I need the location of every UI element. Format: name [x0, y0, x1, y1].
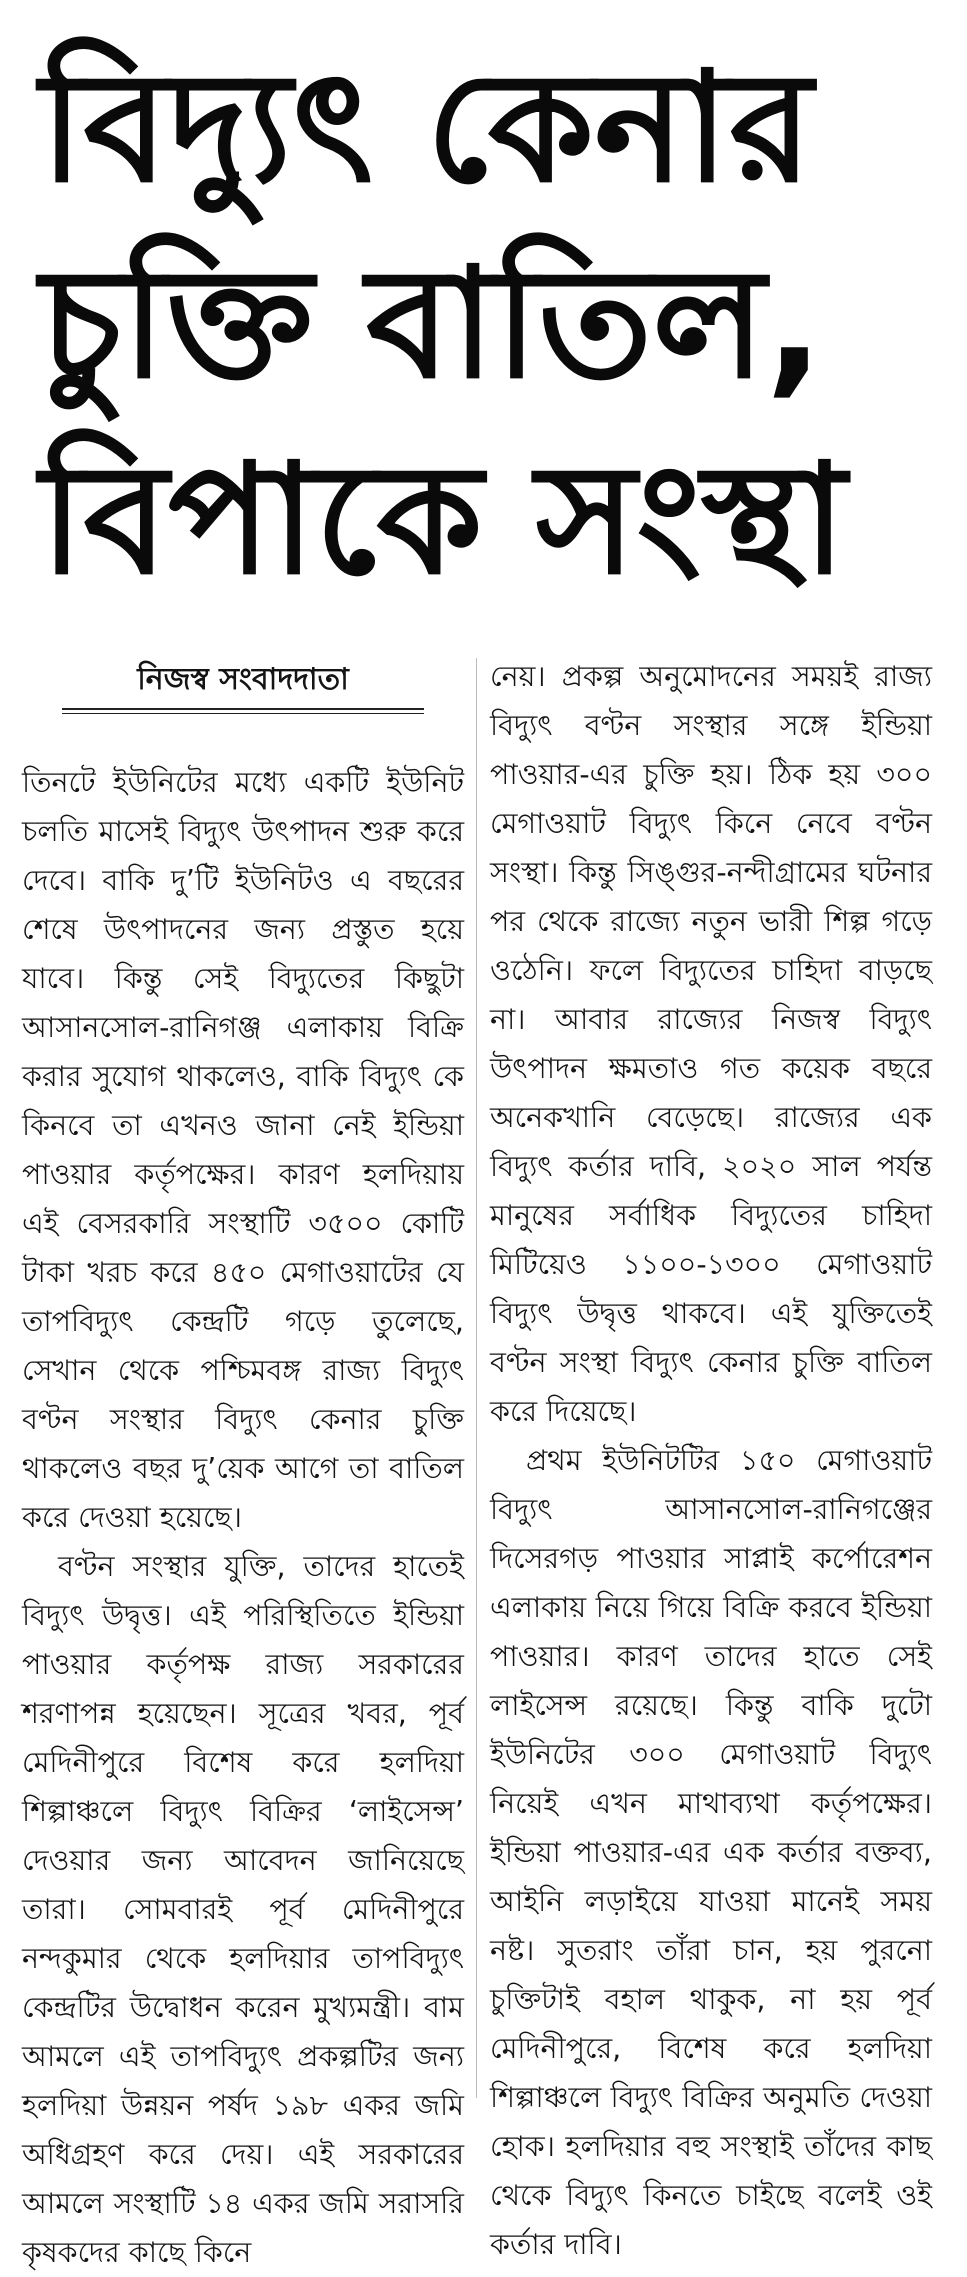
left-paragraph-1: তিনটে ইউনিটের মধ্যে একটি ইউনিট চলতি মাসেই বিদ্যুৎ উৎপাদন শুরু করে দেবে। বাকি দু’টি ইউনিটও এ বছরের শেষে উৎপাদনের জন্য প্রস্তুত হয়ে যাবে। কিন্তু সেই বিদ্যুতের কিছুটা আসানসোল-রানিগঞ্জ এলাকায় বিক্রি করার সুযোগ থাকলেও, বাকি বিদ্যুৎ কে কিনবে তা এখনও জানা নেই ইন্ডিয়া পাওয়ার কর্তৃপক্ষের। কারণ হলদিয়ায় এই বেসরকারি সংস্থাটি ৩৫০০ কোটি টাকা খরচ করে ৪৫০ মেগাওয়াটের যে তাপবিদ্যুৎ কেন্দ্রটি গড়ে তুলেছে, সেখান থেকে পশ্চিমবঙ্গ রাজ্য বিদ্যুৎ বণ্টন সংস্থার বিদ্যুৎ কেনার চুক্তি থাকলেও বছর দু’য়েক আগে তা বাতিল করে দেওয়া হয়েছে। — [22, 766, 464, 1534]
headline-line-1: বিদ্যুৎ কেনার — [40, 39, 813, 216]
article-body — [22, 652, 954, 2269]
right-paragraph-2: প্রথম ইউনিটটির ১৫০ মেগাওয়াট বিদ্যুৎ আসানসোল-রানিগঞ্জের দিসেরগড় পাওয়ার সাপ্লাই কর্পোরেশন এলাকায় নিয়ে গিয়ে বিক্রি করবে ইন্ডিয়া পাওয়ার। কারণ তাদের হাতে সেই লাইসেন্স রয়েছে। কিন্তু বাকি দুটো ইউনিটের ৩০০ মেগাওয়াট বিদ্যুৎ নিয়েই এখন মাথাব্যথা কর্তৃপক্ষের। ইন্ডিয়া পাওয়ার-এর এক কর্তার বক্তব্য, আইনি লড়াইয়ে যাওয়া মানেই সময় নষ্ট। সুতরাং তাঁরা চান, হয় পুরনো চুক্তিটাই বহাল থাকুক, না হয় পূর্ব মেদিনীপুরে, বিশেষ করে হলদিয়া শিল্পাঞ্চলে বিদ্যুৎ বিক্রির অনুমতি দেওয়া হোক। হলদিয়ার বহু সংস্থাই তাঁদের কাছ থেকে বিদ্যুৎ কিনতে চাইছে বলেই ওই কর্তার দাবি। — [490, 1444, 932, 2261]
headline — [40, 30, 920, 618]
left-paragraph-2: বণ্টন সংস্থার যুক্তি, তাদের হাতেই বিদ্যুৎ উদ্বৃত্ত। এই পরিস্থিতিতে ইন্ডিয়া পাওয়ার কর্তৃপক্ষ রাজ্য সরকারের শরণাপন্ন হয়েছেন। সূত্রের খবর, পূর্ব মেদিনীপুরে বিশেষ করে হলদিয়া শিল্পাঞ্চলে বিদ্যুৎ বিক্রির ‘লাইসেন্স’ দেওয়ার জন্য আবেদন জানিয়েছে তারা। সোমবারই পূর্ব মেদিনীপুরে নন্দকুমার থেকে হলদিয়ার তাপবিদ্যুৎ কেন্দ্রটির উদ্বোধন করেন মুখ্যমন্ত্রী। বাম আমলে এই তাপবিদ্যুৎ প্রকল্পটির জন্য হলদিয়া উন্নয়ন পর্ষদ ১৯৮ একর জমি অধিগ্রহণ করে দেয়। এই সরকারের আমলে সংস্থাটি ১৪ একর জমি সরাসরি কৃষকদের কাছে কিনে — [22, 1550, 464, 2269]
byline-rule — [62, 708, 424, 714]
right-paragraph-1: নেয়। প্রকল্প অনুমোদনের সময়ই রাজ্য বিদ্যুৎ বণ্টন সংস্থার সঙ্গে ইন্ডিয়া পাওয়ার-এর চুক্তি হয়। ঠিক হয় ৩০০ মেগাওয়াট বিদ্যুৎ কিনে নেবে বণ্টন সংস্থা। কিন্তু সিঙ্গুর-নন্দীগ্রামের ঘটনার পর থেকে রাজ্যে নতুন ভারী শিল্প গড়ে ওঠেনি। ফলে বিদ্যুতের চাহিদা বাড়ছে না। আবার রাজ্যের নিজস্ব বিদ্যুৎ উৎপাদন ক্ষমতাও গত কয়েক বছরে অনেকখানি বেড়েছে। রাজ্যের এক বিদ্যুৎ কর্তার দাবি, ২০২০ সাল পর্যন্ত মানুষের সর্বাধিক বিদ্যুতের চাহিদা মিটিয়েও ১১০০-১৩০০ মেগাওয়াট বিদ্যুৎ উদ্বৃত্ত থাকবে। এই যুক্তিতেই বণ্টন সংস্থা বিদ্যুৎ কেনার চুক্তি বাতিল করে দিয়েছে। — [490, 660, 932, 1428]
column-divider — [476, 658, 477, 2098]
right-column — [490, 652, 932, 2269]
byline: নিজস্ব সংবাদদাতা — [137, 662, 349, 697]
headline-line-2: চুক্তি বাতিল, — [40, 235, 824, 412]
left-column — [22, 652, 464, 2277]
headline-line-3: বিপাকে সংস্থা — [40, 431, 847, 608]
